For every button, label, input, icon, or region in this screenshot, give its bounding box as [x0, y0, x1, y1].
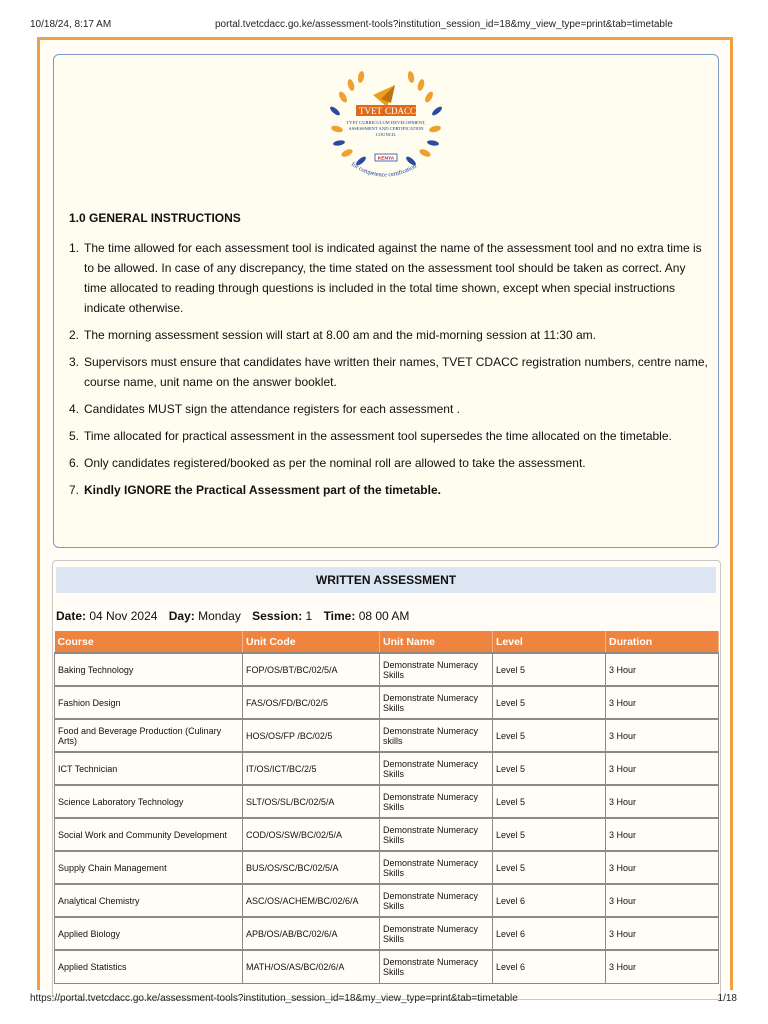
- logo-line-1: TVET CURRICULUM DEVELOPMENT,: [346, 120, 426, 125]
- instruction-text: Kindly IGNORE the Practical Assessment part of the timetable.: [84, 483, 441, 497]
- table-row: [55, 653, 719, 686]
- cell-level: Level 5: [493, 653, 606, 686]
- cell-unit-code: COD/OS/SW/BC/02/5/A: [243, 818, 380, 851]
- cell-unit-name: Demonstrate Numeracy Skills: [380, 818, 493, 851]
- cell-duration: 3 Hour: [606, 884, 719, 917]
- instruction-text: The time allowed for each assessment tool is indicated against the name of the assessment tool and no extra time is to be allowed. In case of any discrepancy, the time stated on the assessment tool should be taken as correct. Any time allocated to reading through questions is included in the total time shown, except when special instructions indicate otherwise.: [84, 241, 702, 315]
- instruction-item: [69, 453, 709, 473]
- instruction-item: [69, 426, 709, 446]
- print-footer: [0, 990, 768, 1024]
- instruction-number: 2.: [69, 328, 80, 342]
- instruction-item: [69, 352, 709, 392]
- table-row: [55, 884, 719, 917]
- instruction-text: Candidates MUST sign the attendance registers for each assessment .: [84, 402, 460, 416]
- cell-level: Level 5: [493, 851, 606, 884]
- table-row: [55, 851, 719, 884]
- cell-unit-name: Demonstrate Numeracy Skills: [380, 917, 493, 950]
- cell-level: Level 5: [493, 719, 606, 752]
- written-assessment-banner: WRITTEN ASSESSMENT: [56, 567, 716, 593]
- table-row: [55, 818, 719, 851]
- instruction-number: 7.: [69, 483, 80, 497]
- logo-line-3: COUNCIL: [375, 132, 397, 137]
- timetable-table: [54, 631, 719, 984]
- session-info: [56, 609, 409, 623]
- table-header-row: [55, 631, 719, 653]
- table-row: [55, 752, 719, 785]
- instruction-item: [69, 399, 709, 419]
- cell-level: Level 5: [493, 818, 606, 851]
- cell-course: Science Laboratory Technology: [55, 785, 243, 818]
- cell-duration: 3 Hour: [606, 950, 719, 983]
- cell-course: Analytical Chemistry: [55, 884, 243, 917]
- cell-duration: 3 Hour: [606, 785, 719, 818]
- cell-duration: 3 Hour: [606, 719, 719, 752]
- cell-unit-code: MATH/OS/AS/BC/02/6/A: [243, 950, 380, 983]
- instruction-number: 3.: [69, 355, 80, 369]
- cell-course: Fashion Design: [55, 686, 243, 719]
- print-header: [0, 0, 768, 36]
- cell-level: Level 6: [493, 950, 606, 983]
- cell-level: Level 5: [493, 752, 606, 785]
- table-row: [55, 719, 719, 752]
- cell-level: Level 6: [493, 917, 606, 950]
- cell-unit-code: BUS/OS/SC/BC/02/5/A: [243, 851, 380, 884]
- cell-unit-code: ASC/OS/ACHEM/BC/02/6/A: [243, 884, 380, 917]
- cell-course: Food and Beverage Production (Culinary Arts): [55, 719, 243, 752]
- logo-line-2: ASSESSMENT AND CERTIFICATION: [348, 126, 424, 131]
- instruction-item: [69, 325, 709, 345]
- cell-unit-name: Demonstrate Numeracy Skills: [380, 884, 493, 917]
- print-datetime: 10/18/24, 8:17 AM: [30, 19, 112, 30]
- session-date: 04 Nov 2024: [89, 609, 158, 623]
- cell-duration: 3 Hour: [606, 752, 719, 785]
- column-header-course: Course: [55, 631, 243, 653]
- cell-duration: 3 Hour: [606, 818, 719, 851]
- column-header-unit-name: Unit Name: [380, 631, 493, 653]
- page-number: 1/18: [717, 993, 737, 1004]
- logo-banner-left: TVET: [359, 106, 382, 116]
- cell-duration: 3 Hour: [606, 851, 719, 884]
- print-header-url: portal.tvetcdacc.go.ke/assessment-tools?institution_session_id=18&my_view_type=print&tab=timetable: [215, 19, 673, 30]
- cell-course: Applied Biology: [55, 917, 243, 950]
- cell-unit-code: APB/OS/AB/BC/02/6/A: [243, 917, 380, 950]
- instruction-text: Only candidates registered/booked as per the nominal roll are allowed to take the assessment.: [84, 456, 586, 470]
- logo-ribbon: KENYA: [377, 156, 395, 162]
- cell-unit-code: FAS/OS/FD/BC/02/5: [243, 686, 380, 719]
- instruction-number: 1.: [69, 241, 80, 255]
- cell-level: Level 5: [493, 785, 606, 818]
- day-label: Day:: [168, 609, 195, 623]
- timetable-body: [55, 653, 719, 983]
- cell-unit-name: Demonstrate Numeracy Skills: [380, 785, 493, 818]
- logo-motto: for competence certification: [349, 160, 418, 179]
- cell-unit-code: SLT/OS/SL/BC/02/5/A: [243, 785, 380, 818]
- instruction-number: 5.: [69, 429, 80, 443]
- cell-course: Supply Chain Management: [55, 851, 243, 884]
- instructions-list: [69, 238, 709, 507]
- instruction-text: Time allocated for practical assessment in the assessment tool supersedes the time allocated on the timetable.: [84, 429, 672, 443]
- date-label: Date:: [56, 609, 87, 623]
- table-row: [55, 785, 719, 818]
- column-header-unit-code: Unit Code: [243, 631, 380, 653]
- cell-duration: 3 Hour: [606, 686, 719, 719]
- cell-unit-name: Demonstrate Numeracy Skills: [380, 752, 493, 785]
- instruction-text: The morning assessment session will start at 8.00 am and the mid-morning session at 11:30 am.: [84, 328, 597, 342]
- cell-unit-code: HOS/OS/FP /BC/02/5: [243, 719, 380, 752]
- instruction-number: 4.: [69, 402, 80, 416]
- cell-unit-name: Demonstrate Numeracy skills: [380, 719, 493, 752]
- cell-duration: 3 Hour: [606, 653, 719, 686]
- instruction-item-ignore-practical: [69, 480, 709, 500]
- cell-course: Social Work and Community Development: [55, 818, 243, 851]
- written-assessment-card: [52, 560, 721, 1000]
- table-row: [55, 686, 719, 719]
- cell-level: Level 6: [493, 884, 606, 917]
- cell-duration: 3 Hour: [606, 917, 719, 950]
- page-frame: [37, 37, 733, 990]
- column-header-duration: Duration: [606, 631, 719, 653]
- cell-unit-code: FOP/OS/BT/BC/02/5/A: [243, 653, 380, 686]
- time-label: Time:: [323, 609, 356, 623]
- cell-unit-name: Demonstrate Numeracy Skills: [380, 686, 493, 719]
- session-day: Monday: [198, 609, 241, 623]
- column-header-level: Level: [493, 631, 606, 653]
- general-instructions-card: [53, 54, 719, 548]
- session-number: 1: [305, 609, 313, 623]
- cell-unit-name: Demonstrate Numeracy Skills: [380, 851, 493, 884]
- cell-unit-name: Demonstrate Numeracy Skills: [380, 950, 493, 983]
- tvet-cdacc-logo: [321, 67, 451, 185]
- cell-unit-code: IT/OS/ICT/BC/2/5: [243, 752, 380, 785]
- instruction-text: Supervisors must ensure that candidates have written their names, TVET CDACC registration numbers, centre name, course name, unit name on the answer booklet.: [84, 355, 708, 389]
- session-label: Session:: [252, 609, 303, 623]
- table-row: [55, 950, 719, 983]
- logo-banner-right: CDACC: [385, 106, 417, 116]
- cell-course: Applied Statistics: [55, 950, 243, 983]
- instruction-number: 6.: [69, 456, 80, 470]
- cell-course: ICT Technician: [55, 752, 243, 785]
- cell-unit-name: Demonstrate Numeracy Skills: [380, 653, 493, 686]
- session-time: 08 00 AM: [358, 609, 410, 623]
- instructions-title: 1.0 GENERAL INSTRUCTIONS: [69, 211, 241, 225]
- instruction-item: [69, 238, 709, 318]
- print-footer-url: https://portal.tvetcdacc.go.ke/assessment-tools?institution_session_id=18&my_view_type=print&tab=timetable: [30, 993, 518, 1004]
- table-row: [55, 917, 719, 950]
- cell-level: Level 5: [493, 686, 606, 719]
- cell-course: Baking Technology: [55, 653, 243, 686]
